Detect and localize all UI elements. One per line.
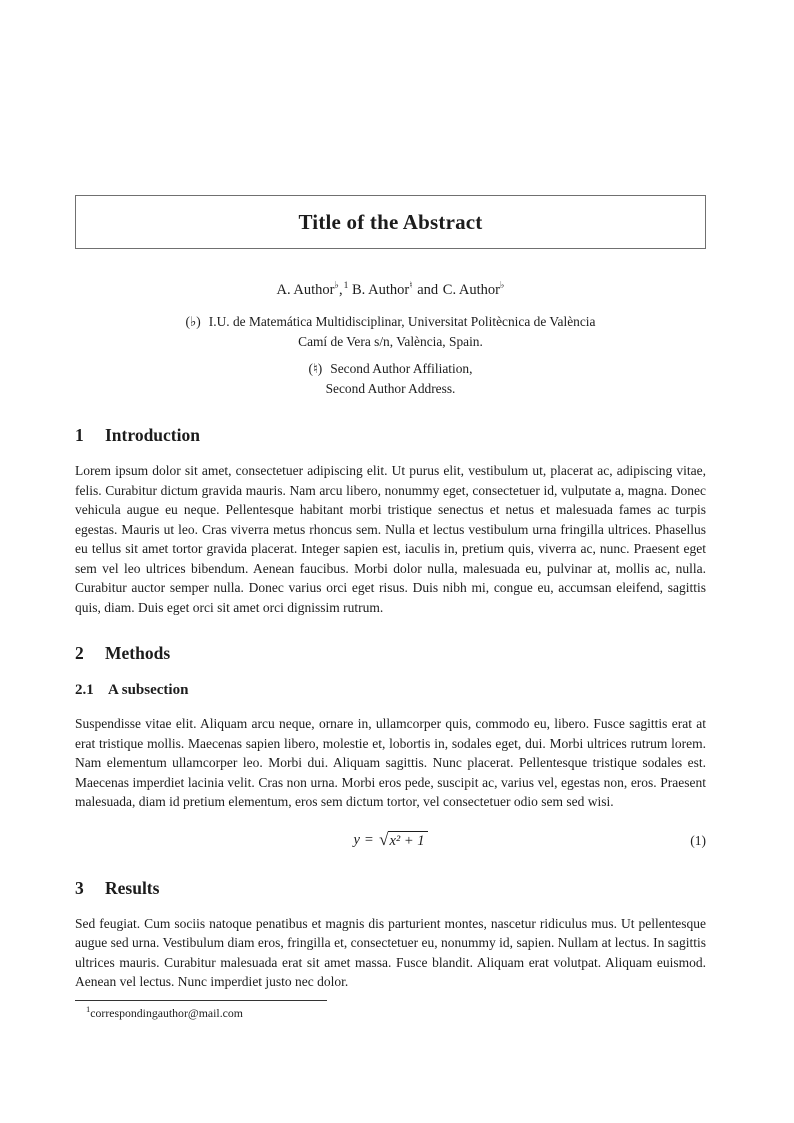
- author-second-name: B. Author: [352, 282, 410, 298]
- subsection-heading-a-subsection: [75, 682, 706, 699]
- equation-lhs: y: [353, 832, 360, 848]
- affiliation-first-institution: I.U. de Matemática Multidisciplinar, Universitat Politècnica de València: [208, 314, 596, 329]
- affiliation-first-line2: Camí de Vera s/n, València, Spain.: [298, 334, 483, 349]
- author-first-affiliation-mark: ♭: [334, 281, 339, 292]
- footnote-rule: [75, 1000, 327, 1001]
- square-root-sign: √: [379, 830, 389, 849]
- section-number: 3: [75, 877, 84, 898]
- author-third: [443, 282, 505, 298]
- section-number: 2: [75, 643, 84, 663]
- author-second-affiliation-mark: ♮: [409, 281, 413, 292]
- subsection-title: A subsection: [108, 682, 189, 698]
- paper-content: [75, 195, 706, 1020]
- author-first-footnote-ref: 1: [343, 281, 349, 292]
- equation-1: [75, 828, 706, 854]
- equation-number: (1): [690, 832, 706, 848]
- section-title: Results: [105, 877, 160, 898]
- footnote-area: [75, 1000, 706, 1021]
- affiliation-second-institution: Second Author Affiliation,: [330, 361, 473, 376]
- author-second: [352, 282, 413, 298]
- results-paragraph: Sed feugiat. Cum sociis natoque penatibus et magnis dis parturient montes, nascetur ridiculus mus. Ut pellentesque augue sed urna. Vestibulum diam eros, fringilla et, consectetuer eu, nonummy id, sapien. Nullam at lectus. In sagittis ultrices mauris. Curabitur malesuada erat sit amet massa. Fusce blandit. Aliquam erat volutpat. Aliquam euismod. Aenean vel lectus. Nunc imperdiet justo nec dolor.: [75, 915, 706, 989]
- subsection-number: 2.1: [75, 682, 94, 698]
- footnote-marker: 1: [86, 1003, 91, 1014]
- affiliations: [75, 312, 706, 399]
- equation-radicand: x² + 1: [388, 831, 427, 850]
- footnote: [75, 1004, 706, 1021]
- author-third-affiliation-mark: ♭: [500, 281, 505, 292]
- section-title: Introduction: [105, 425, 200, 445]
- section-title: Methods: [105, 643, 171, 663]
- section-heading-results: [75, 878, 706, 899]
- affiliation-second-line2: Second Author Address.: [325, 381, 456, 396]
- author-separator: ,: [339, 282, 343, 298]
- authors-line: [75, 282, 706, 299]
- footnote-email: correspondingauthor@mail.com: [90, 1005, 243, 1020]
- affiliation-first-line1: [75, 312, 706, 332]
- affiliation-second-mark: (♮): [308, 361, 323, 376]
- methods-paragraph: Suspendisse vitae elit. Aliquam arcu neque, ornare in, ullamcorper quis, commodo eu, libero. Fusce sagittis erat at erat tristique mollis. Maecenas sapien libero, molestie et, lobortis in, sodales eget, dui. Morbi ultrices rutrum lorem. Nam elementum ullamcorper leo. Morbi dui. Aliquam sagittis. Nunc placerat. Pellentesque tristique sodales est. Maecenas imperdiet lacinia velit. Cras non urna. Morbi eros pede, suscipit ac, varius vel, egestas non, eros. Praesent malesuada, diam id pretium elementum, eros sem dictum tortor, vel consectetuer odio sem sed wisi.: [75, 716, 706, 809]
- introduction-paragraph: Lorem ipsum dolor sit amet, consectetuer adipiscing elit. Ut purus elit, vestibulum ut, placerat ac, adipiscing vitae, felis. Curabitur dictum gravida mauris. Nam arcu libero, nonummy eget, consectetuer id, vulputate a, magna. Donec vehicula augue eu neque. Pellentesque habitant morbi tristique senectus et netus et malesuada fames ac turpis egestas. Mauris ut leo. Cras viverra metus rhoncus sem. Nulla et lectus vestibulum urna fringilla ultrices. Phasellus eu tellus sit amet tortor gravida placerat. Integer sapien est, iaculis in, pretium quis, viverra ac, nunc. Praesent eget sem vel leo ultrices bibendum. Aenean faucibus. Morbi dolor nulla, malesuada eu, pulvinar at, mollis ac, nulla. Curabitur auctor semper nulla. Donec varius orci eget risus. Duis nibh mi, congue eu, accumsan eleifend, sagittis quis, diam. Duis eget orci sit amet orci dignissim rutrum.: [75, 463, 706, 615]
- paper-title: Title of the Abstract: [298, 209, 483, 234]
- title-box: [75, 195, 706, 249]
- affiliation-second-line1: [75, 359, 706, 379]
- section-heading-methods: [75, 643, 706, 664]
- affiliation-first: [75, 312, 706, 352]
- equation-math: [353, 831, 427, 850]
- author-first-name: A. Author: [276, 282, 335, 298]
- author-third-name: C. Author: [442, 282, 500, 298]
- section-number: 1: [75, 425, 84, 445]
- equation-equals-sign: =: [364, 832, 374, 848]
- author-first: [277, 282, 349, 298]
- authors-and-word: and: [413, 282, 442, 298]
- affiliation-first-mark: (♭): [185, 314, 201, 329]
- section-heading-introduction: [75, 425, 706, 446]
- affiliation-second: [75, 359, 706, 399]
